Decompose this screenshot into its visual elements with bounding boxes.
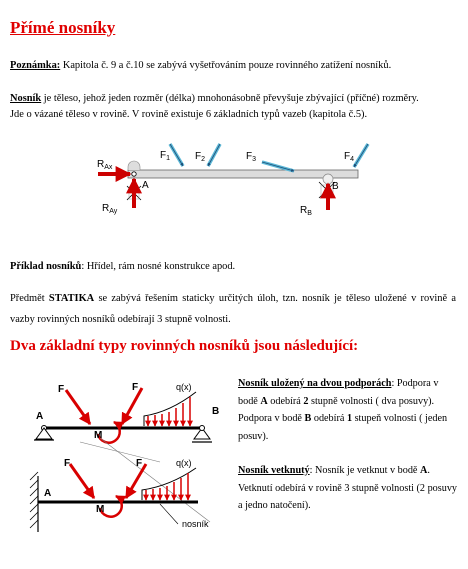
example-paragraph [10,258,456,276]
force-f4-arrow [354,144,368,167]
upper-label-q: q(x) [176,382,192,392]
example-text: : Hřídel, rám nosné konstrukce apod. [81,261,236,272]
label-a: A [142,180,149,191]
section-heading: Dva základní typy rovinných nosníků jsou následující: [10,338,359,354]
lower-fixed-support [30,472,38,532]
upper-force-1 [66,390,90,424]
lower-label-f2: F [136,458,143,469]
note-text: Kapitola č. 9 a č.10 se zabývá vyšetřováním pouze rovinného zatížení nosníků. [60,60,392,71]
definition-line-2: Jde o vázané těleso v rovině. V rovině existuje 6 základních typů vazeb (kapitola č.5). [10,109,368,120]
type2-paragraph: Nosník vetknutý: Nosník je vetknut v bodě A. Vetknutí odebírá v rovině 3 stupně volnosti (2 posuvy a jedno natočení). [238,465,458,512]
beam-types-figure [10,372,232,540]
type1-term: Nosník uložený na dvou podporách [238,378,392,389]
type1-paragraph: Nosník uložený na dvou podporách: Podpora v bodě A odebírá 2 stupně volnosti ( dva posuvy). Podpora v bodě B odebírá 1 stupeň volnosti ( jeden posuv). [238,378,448,442]
note-label: Poznámka: [10,60,61,71]
lower-force-2 [126,464,146,498]
label-rb: $R_B$ [300,205,312,217]
lower-label-m: M [96,504,105,515]
upper-label-m: M [94,430,103,441]
label-f2: $F_2$ [195,151,206,163]
lower-label-a: A [44,488,52,499]
example-label: Příklad nosníků [10,261,82,272]
upper-distributed-load [144,392,196,426]
force-f1-arrow [170,144,183,166]
upper-label-f1: F [58,384,65,395]
label-b: B [332,181,339,192]
type2-term: Nosník vetknutý [238,465,310,476]
statika-paragraph: Předmět STATIKA se zabývá řešením staticky určitých úloh, tzn. nosník je těleso uložené v rovině a vazby rovinných nosníků odebírají 3 stupně volnosti. [10,293,456,325]
lower-label-q: q(x) [176,458,192,468]
label-ray: $R_{Ay}$ [102,203,118,215]
definition-term: Nosník [10,93,42,104]
note-paragraph [10,57,456,75]
lower-label-nosnik: nosník [182,519,209,529]
lower-force-1 [70,464,94,498]
upper-label-a: A [36,411,44,422]
upper-label-b: B [212,406,220,417]
upper-label-f2: F [132,382,139,393]
label-rax: $R_{Ax}$ [97,159,113,171]
force-f2-arrow [208,144,220,166]
page-title: Přímé nosníky [10,18,116,37]
label-f4: $F_4$ [344,151,355,163]
definition-text: je těleso, jehož jeden rozměr (délka) mnohonásobně převyšuje zbývající (příčné) rozměry. [41,93,419,104]
label-f3: $F_3$ [246,151,257,163]
upper-force-2 [122,388,142,424]
statika-keyword: STATIKA [48,293,95,304]
label-f1: $F_1$ [160,150,171,162]
lower-label-f1: F [64,458,71,469]
beam-figure [90,140,380,220]
lower-distributed-load [142,468,196,500]
